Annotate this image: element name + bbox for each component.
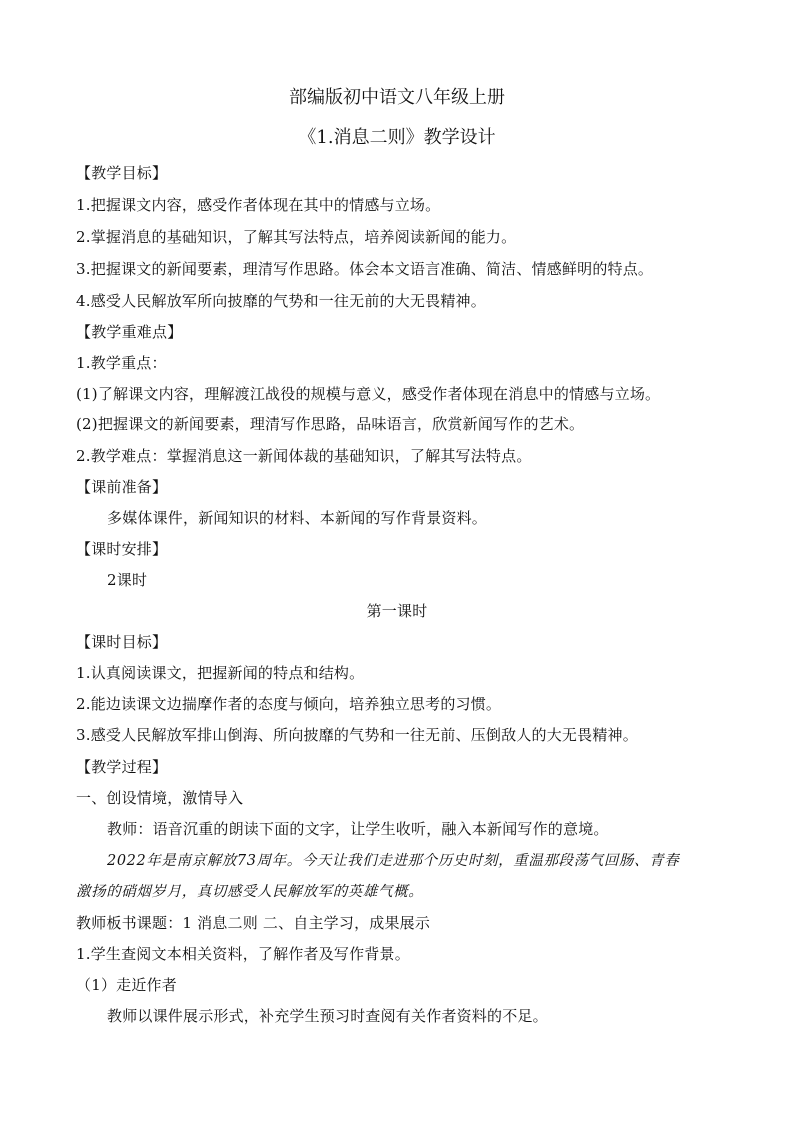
process-subitem: （1）走近作者 [76, 976, 177, 994]
process-item: 1.学生查阅文本相关资料，了解作者及写作背景。 [76, 945, 410, 963]
objective-item: 4.感受人民解放军所向披靡的气势和一往无前的大无畏精神。 [76, 292, 486, 310]
keypoints-heading: 【教学重难点】 [76, 323, 183, 341]
keypoint-item: 1.教学重点： [76, 354, 167, 372]
preparation-heading: 【课前准备】 [76, 478, 168, 496]
schedule-text: 2课时 [107, 571, 148, 589]
lesson-title: 第一课时 [366, 602, 428, 620]
process-heading: 【教学过程】 [76, 758, 168, 776]
objective-item: 2.掌握消息的基础知识，了解其写法特点，培养阅读新闻的能力。 [76, 228, 517, 246]
preparation-text: 多媒体课件，新闻知识的材料、本新闻的写作背景资料。 [107, 509, 488, 527]
board-title-line: 教师板书课题：1 消息二则 二、自主学习，成果展示 [76, 914, 431, 932]
objective-item: 1.把握课文内容，感受作者体现在其中的情感与立场。 [76, 196, 441, 214]
objective-item: 3.把握课文的新闻要素，理清写作思路。体会本文语言准确、简洁、情感鲜明的特点。 [76, 260, 654, 278]
process-subitem-text: 教师以课件展示形式，补充学生预习时查阅有关作者资料的不足。 [107, 1007, 548, 1025]
lesson-objectives-heading: 【课时目标】 [76, 633, 168, 651]
keypoint-item: (2)把握课文的新闻要素，理清写作思路，品味语言，欣赏新闻写作的艺术。 [76, 415, 585, 433]
document-title: 部编版初中语文八年级上册 [289, 87, 505, 108]
lesson-objective-item: 2.能边读课文边揣摩作者的态度与倾向，培养独立思考的习惯。 [76, 695, 502, 713]
document-subtitle: 《1.消息二则》教学设计 [298, 127, 496, 148]
objectives-heading: 【教学目标】 [76, 164, 168, 182]
schedule-heading: 【课时安排】 [76, 540, 168, 558]
teacher-instruction: 教师：语音沉重的朗读下面的文字，让学生收听，融入本新闻写作的意境。 [107, 820, 609, 838]
keypoint-item: (1)了解课文内容，理解渡江战役的规模与意义，感受作者体现在消息中的情感与立场。 [76, 385, 661, 403]
quote-line: 激扬的硝烟岁月，真切感受人民解放军的英雄气概。 [76, 884, 424, 900]
lesson-objective-item: 3.感受人民解放军排山倒海、所向披靡的气势和一往无前、压倒敌人的大无畏精神。 [76, 726, 638, 744]
lesson-objective-item: 1.认真阅读课文，把握新闻的特点和结构。 [76, 664, 365, 682]
quote-line: 2022年是南京解放73周年。今天让我们走进那个历史时刻，重温那段荡气回肠、青春 [107, 853, 680, 869]
process-step-1: 一、创设情境，激情导入 [76, 789, 244, 807]
keypoint-item: 2.教学难点：掌握消息这一新闻体裁的基础知识，了解其写法特点。 [76, 447, 532, 465]
